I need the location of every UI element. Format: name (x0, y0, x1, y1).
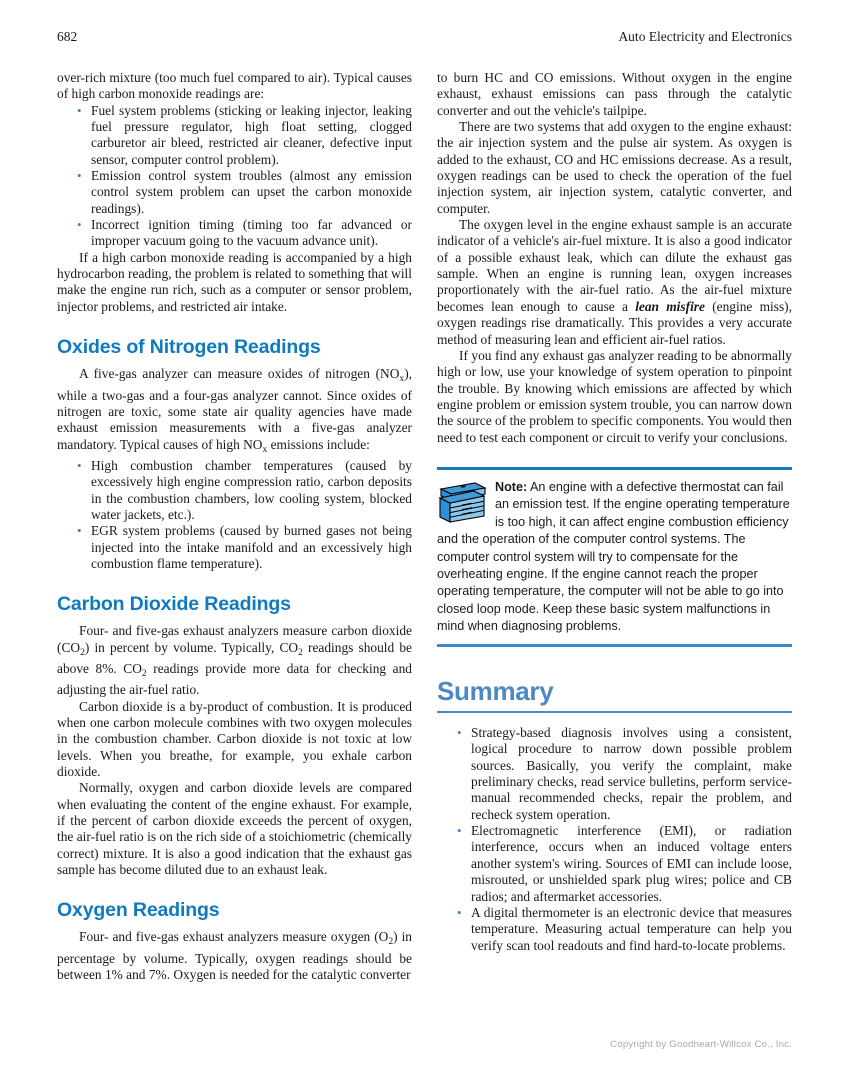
note-box (437, 467, 792, 647)
co2-c: readings should be above 8%. CO (57, 639, 412, 676)
paragraph-continued: over-rich mixture (too much fuel compared to air). Typical causes of high carbon monoxide readings are: (57, 70, 412, 102)
running-head (57, 28, 792, 46)
bullet-icon: • (457, 725, 462, 741)
paragraph-oxygen-2: There are two systems that add oxygen to the engine exhaust: the air injection system and the pulse air system. As oxygen is added to the exhaust, CO and HC emissions decrease. As a result, oxygen readings can be used to check the operation of the fuel injection system, air injection system, catalytic converter, and computer. (437, 119, 792, 216)
o2p3-b: (engine miss), oxygen readings rise dramatically. This provides a very accurate method of measuring lean and efficient air-fuel ratios. (437, 298, 792, 347)
emphasis-lean-misfire: lean misfire (635, 298, 705, 314)
bullet-icon: • (457, 823, 462, 839)
paragraph-co-followup: If a high carbon monoxide reading is accompanied by a high hydrocarbon reading, the problem is related to something that will make the engine run rich, such as a computer or sensor problem, injector problems, and restricted air intake. (57, 249, 412, 314)
list-item (57, 168, 412, 217)
two-column-body (57, 70, 792, 983)
list-item-text: Incorrect ignition timing (timing too far advanced or improper vacuum going to the vacuum advance unit). (91, 217, 412, 249)
summary-section (437, 655, 792, 954)
o2-a: Four- and five-gas exhaust analyzers measure oxygen (O (79, 929, 389, 945)
right-column (437, 70, 792, 983)
section-heading-wrap-oxygen (57, 878, 412, 929)
bullet-icon: • (77, 523, 82, 539)
co-causes-list (57, 103, 412, 250)
bullet-icon: • (77, 102, 82, 118)
subscript-2: 2 (80, 646, 85, 658)
page-number: 682 (57, 29, 78, 44)
list-item (57, 523, 412, 572)
bullet-icon: • (77, 168, 82, 184)
paragraph-co2-2: Carbon dioxide is a by-product of combustion. It is produced when one carbon molecule combines with two oxygen molecules in the combustion chamber. Carbon dioxide is not toxic at low levels. When you breathe, for example, you exhale carbon dioxide. (57, 698, 412, 780)
heading-carbon-dioxide-readings: Carbon Dioxide Readings (57, 593, 291, 616)
book-title: Auto Electricity and Electronics (618, 29, 792, 44)
nox-causes-list (57, 458, 412, 572)
list-item (57, 458, 412, 523)
list-item (437, 905, 792, 954)
subscript-x: x (262, 443, 268, 455)
copyright-notice: Copyright by Goodheart-Willcox Co., Inc. (610, 1039, 792, 1050)
paragraph-oxygen-4: If you find any exhaust gas analyzer reading to be abnormally high or low, use your knowledge of system operation to pinpoint the trouble. By knowing which emissions are affected by which engine problem or emission system trouble, you can narrow down the source of the problem to specific components. You would then need to test each component or circuit to verify your conclusions. (437, 347, 792, 445)
summary-list (437, 725, 792, 954)
bullet-icon: • (77, 217, 82, 233)
paragraph-co2-3: Normally, oxygen and carbon dioxide levels are compared when evaluating the content of the engine exhaust. For example, if the percent of carbon dioxide exceeds the percent of oxygen, the air-fuel ratio is on the rich side of a stoichiometric (chemically correct) mixture. It is also a good indication that the exhaust gas sample has become diluted due to an exhaust leak. (57, 780, 412, 878)
note-label: Note: (495, 479, 528, 494)
list-item-text: High combustion chamber temperatures (caused by excessively high engine compression ratio, carbon deposits in the combustion chambers, low cooling system, blocked water jackets, etc.). (91, 457, 412, 522)
paragraph-oxygen-continued: to burn HC and CO emissions. Without oxygen in the engine exhaust, exhaust emissions can pass through the catalytic converter and out the vehicle's tailpipe. (437, 70, 792, 118)
o2p3-a: The oxygen level in the engine exhaust sample is an accurate indicator of a vehicle's air-fuel mixture. It is also a good indicator of a possible exhaust leak, which can dilute the exhaust gas sample. When an engine is running lean, oxygen increases proportionately with the air-fuel ratio. As the air-fuel mixture becomes lean enough to cause a (437, 217, 792, 314)
paragraph-nox-intro (57, 366, 412, 458)
heading-oxides-of-nitrogen-readings: Oxides of Nitrogen Readings (57, 336, 321, 359)
note-bottom-rule (437, 644, 792, 647)
paragraph-oxygen-3 (437, 217, 792, 348)
paragraph-co2-1 (57, 623, 412, 698)
bullet-icon: • (457, 904, 462, 920)
co2-b: ) in percent by volume. Typically, CO (84, 639, 299, 655)
list-item (437, 823, 792, 905)
subscript-2: 2 (388, 936, 394, 948)
subscript-x: x (399, 373, 405, 385)
nox-intro-a: A five-gas analyzer can measure oxides of nitrogen (NO (79, 366, 400, 382)
heading-summary: Summary (437, 675, 554, 706)
co2-a: Four- and five-gas exhaust analyzers measure carbon dioxide (CO (57, 623, 412, 655)
list-item-text: Emission control system troubles (almost any emission control system problem can upset the carbon monoxide readings). (91, 168, 412, 216)
nox-intro-c: emissions include: (267, 436, 370, 452)
section-heading-wrap-nox (57, 315, 412, 366)
list-item (57, 217, 412, 250)
note-top-rule (437, 467, 792, 470)
list-item-text: Fuel system problems (sticking or leaking injector, leaking fuel pressure regulator, high float setting, clogged carburetor air bleed, restricted air cleaner, defective input sensor, computer control problem). (91, 102, 412, 167)
left-column (57, 70, 412, 983)
summary-rule (437, 711, 792, 714)
list-item-text: Electromagnetic interference (EMI), or radiation interference, occurs when an induced voltage enters another system's wiring. Sources of EMI can include loose, misrouted, or unshielded spark plug wires; police and CB radios; and aftermarket accessories. (471, 823, 792, 904)
toolbox-icon (437, 480, 489, 527)
heading-oxygen-readings: Oxygen Readings (57, 899, 220, 922)
list-item-text: Strategy-based diagnosis involves using a consistent, logical procedure to narrow down possible problem sources. Basically, you verify the complaint, make preliminary checks, read service bulletins, perform service-manual recommended checks, repair the problem, and recheck system operation. (471, 725, 792, 822)
o2-b: ) in percentage by volume. Typically, oxygen readings should be between 1% and 7%. Oxygen is needed for the catalytic converter (57, 929, 412, 983)
paragraph-oxygen-1 (57, 929, 412, 983)
note-body (437, 479, 792, 636)
subscript-2: 2 (298, 646, 303, 658)
list-item-text: A digital thermometer is an electronic device that measures temperature. Measuring actual temperature can help you verify scan tool readouts and find hard-to-locate problems. (471, 904, 792, 953)
bullet-icon: • (77, 457, 82, 473)
section-heading-wrap-co2 (57, 572, 412, 623)
note-text: An engine with a defective thermostat can fail an emission test. If the engine operating temperature is too high, it can affect engine combustion efficiency and the operation of the computer control systems. The computer control system will try to compensate for the overheating engine. If the engine cannot reach the proper operating temperature, the computer will not be able to go into closed loop mode. Keep these basic system malfunctions in mind when diagnosing problems. (437, 479, 790, 634)
list-item (437, 725, 792, 823)
subscript-2: 2 (141, 667, 147, 679)
list-item-text: EGR system problems (caused by burned gases not being injected into the intake manifold and an excessively high combustion flame temperature). (91, 523, 412, 571)
nox-intro-b: ), while a two-gas and a four-gas analyzer cannot. Since oxides of nitrogen are toxic, some state air quality agencies have made exhaust emission measurements with a five-gas analyzer mandatory. Typical causes of high NO (57, 366, 412, 452)
list-item (57, 103, 412, 168)
co2-d: readings provide more data for checking and adjusting the air-fuel ratio. (57, 660, 413, 698)
